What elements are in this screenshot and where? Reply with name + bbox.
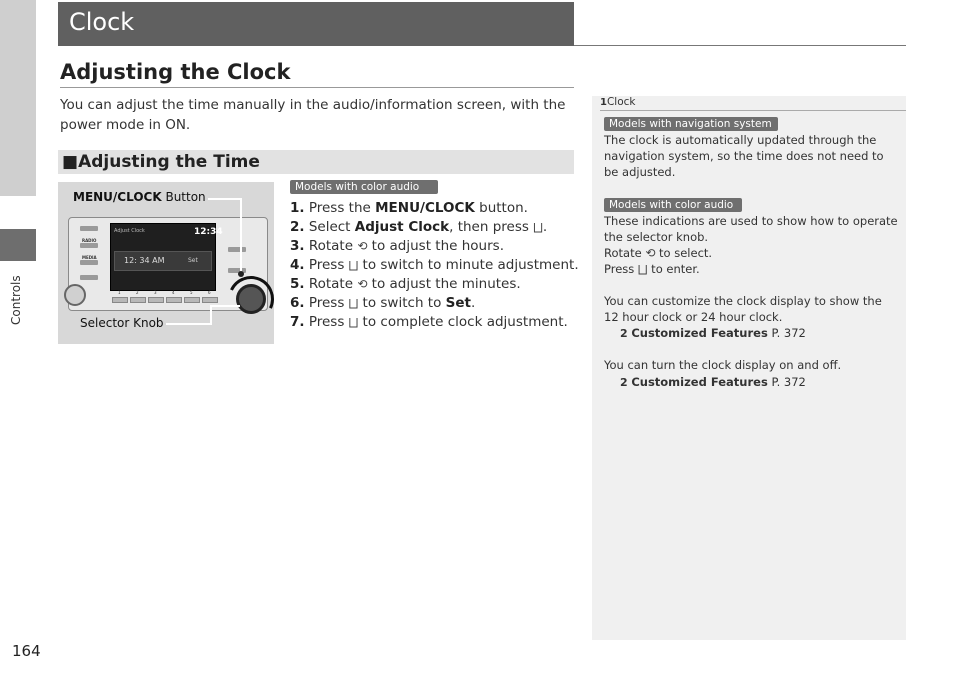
note-text-fragment: Press [604, 262, 638, 276]
callout-line [240, 198, 242, 272]
volume-button [80, 226, 98, 231]
rotate-icon: ⟲ [357, 239, 368, 253]
section-intro: You can adjust the time manually in the audio/information screen, with the power mode in ON. [60, 97, 566, 133]
media-button [80, 260, 98, 265]
menu-clock-callout-bold: MENU/CLOCK [73, 190, 162, 204]
note-text-fragment: to select. [655, 246, 713, 260]
step-item [290, 294, 579, 313]
step-item [290, 237, 579, 256]
step-number: 1. [290, 200, 305, 216]
radio-button [80, 243, 98, 248]
model-tag-navigation: Models with navigation system [604, 117, 778, 131]
step-item [290, 256, 579, 275]
preset-number: 5 [190, 290, 193, 295]
square-bullet-icon: ■ [62, 152, 79, 172]
subsection-title-text: Adjusting the Time [78, 152, 260, 172]
step-text: . [542, 219, 548, 235]
step-number: 4. [290, 257, 305, 273]
press-icon: ⨆ [348, 296, 359, 310]
step-text: , then press [449, 219, 534, 235]
step-text: to switch to minute adjustment. [358, 257, 579, 273]
rotate-icon: ⟲ [645, 246, 656, 260]
step-bold: MENU/CLOCK [375, 200, 475, 216]
step-text: Rotate [308, 276, 358, 292]
step-bold: Set [445, 295, 471, 311]
step-number: 2. [290, 219, 305, 235]
preset-button [166, 297, 182, 303]
rotate-icon: ⟲ [357, 277, 368, 291]
step-text: Select [308, 219, 355, 235]
step-item [290, 199, 579, 218]
section-rule [60, 87, 574, 88]
press-icon: ⨆ [637, 262, 648, 276]
step-text: Press [308, 314, 349, 330]
step-text: to adjust the hours. [367, 238, 504, 254]
step-text: . [470, 295, 476, 311]
note-nav-text: The clock is automatically updated through the navigation system, so the time does not need to be adjusted. [604, 133, 884, 179]
phone-button [228, 247, 246, 252]
model-tag: Models with color audio [290, 180, 438, 194]
note-audio-text: These indications are used to show how to operate the selector knob. [604, 214, 898, 244]
note-ref-2[interactable] [604, 374, 900, 391]
callout-line [210, 305, 240, 307]
page-title: Clock [69, 8, 135, 36]
menu-clock-callout-rest: Button [161, 190, 206, 204]
press-icon: ⨆ [348, 315, 359, 329]
press-icon: ⨆ [533, 220, 543, 234]
step-number: 5. [290, 276, 305, 292]
media-button-label: MEDIA [82, 255, 97, 260]
page-number: 164 [12, 642, 41, 660]
step-text: Press [308, 257, 349, 273]
step-text: to switch to [358, 295, 446, 311]
steps-list [290, 199, 579, 332]
ref-link[interactable]: Customized Features [631, 375, 768, 389]
step-number: 3. [290, 238, 305, 254]
callout-line [210, 305, 212, 325]
step-text: Press the [308, 200, 376, 216]
side-tab-block [0, 0, 36, 196]
preset-button [130, 297, 146, 303]
step-text: button. [474, 200, 528, 216]
model-tag-color-audio: Models with color audio [604, 198, 742, 212]
radio-button-label: RADIO [82, 238, 97, 243]
ref-page: P. 372 [767, 375, 806, 389]
preset-button [184, 297, 200, 303]
side-tab-label[interactable]: Controls [9, 275, 23, 325]
preset-number: 1 [118, 290, 121, 295]
screen-time: 12:34 [194, 227, 223, 237]
note-customize-text: You can customize the clock display to show the 12 hour clock or 24 hour clock. [604, 294, 882, 324]
screen-minutes: : 34 AM [134, 256, 165, 265]
screen-title: Adjust Clock [114, 228, 145, 234]
step-item [290, 313, 579, 332]
step-text: Rotate [308, 238, 358, 254]
preset-button [148, 297, 164, 303]
section-title: Adjusting the Clock [60, 60, 291, 84]
callout-line [166, 323, 212, 325]
step-item [290, 218, 579, 237]
menu-clock-callout [71, 190, 208, 204]
note-onoff-text: You can turn the clock display on and off. [604, 358, 842, 372]
seek-button [80, 275, 98, 280]
note-rule [600, 110, 906, 111]
side-tab [0, 0, 36, 678]
ref-page: P. 372 [767, 326, 806, 340]
header-bar [58, 2, 574, 46]
preset-number: 2 [136, 290, 139, 295]
callout-dot [238, 271, 244, 277]
ref-arrow-icon: 2 [620, 327, 628, 340]
step-number: 6. [290, 295, 305, 311]
subsection-title [62, 152, 260, 172]
preset-number: 4 [172, 290, 175, 295]
ref-link[interactable]: Customized Features [631, 326, 768, 340]
side-tab-marker [0, 229, 36, 261]
step-bold: Adjust Clock [354, 219, 450, 235]
power-volume-knob [64, 284, 86, 306]
preset-number: 6 [208, 290, 211, 295]
header-rule [574, 45, 906, 46]
note-text-fragment: to enter. [647, 262, 700, 276]
step-text: Press [308, 295, 349, 311]
screen-clock-value [124, 256, 165, 265]
press-icon: ⨆ [348, 258, 359, 272]
note-title-text: Clock [606, 96, 636, 108]
preset-number: 3 [154, 290, 157, 295]
step-text: to adjust the minutes. [367, 276, 521, 292]
note-text-fragment: Rotate [604, 246, 646, 260]
selector-knob-callout: Selector Knob [80, 316, 164, 330]
step-text: to complete clock adjustment. [358, 314, 568, 330]
note-ref-1[interactable] [604, 325, 900, 342]
screen-set: Set [188, 257, 198, 264]
note-title [600, 96, 636, 108]
preset-button [112, 297, 128, 303]
note-press-line [604, 261, 900, 277]
screen-hour: 12 [124, 256, 135, 265]
ref-arrow-icon: 2 [620, 376, 628, 389]
step-number: 7. [290, 314, 305, 330]
step-item [290, 275, 579, 294]
callout-line [206, 198, 242, 200]
note-rotate-line [604, 245, 900, 261]
preset-button [202, 297, 218, 303]
selector-knob [236, 284, 266, 314]
note-marker-icon: 1 [600, 97, 607, 108]
